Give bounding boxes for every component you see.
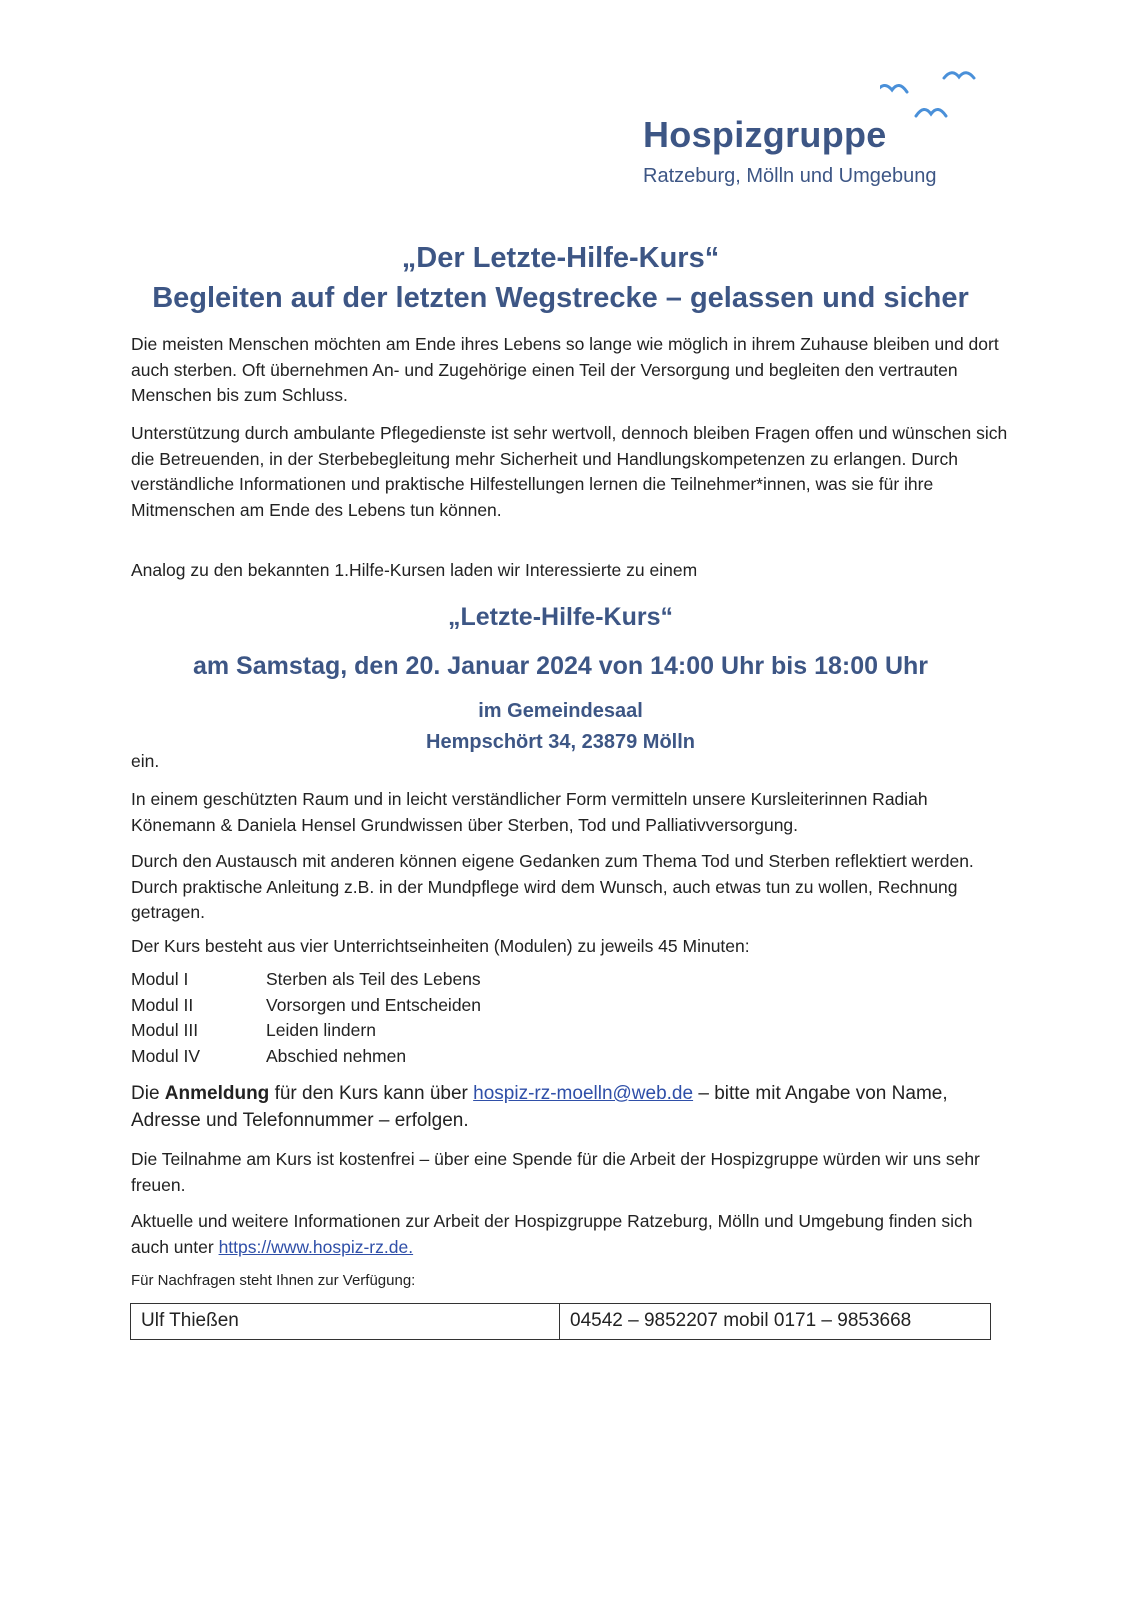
venue-heading: im Gemeindesaal — [478, 700, 643, 722]
registration-bold: Anmeldung — [164, 1083, 270, 1104]
website-link[interactable]: https://www.hospiz-rz.de. — [218, 1236, 414, 1257]
address-heading: Hempschört 34, 23879 Mölln — [426, 731, 695, 753]
info-text: Aktuelle und weitere Informationen zur Arbeit der Hospizgruppe Ratzeburg, Mölln und Umgebung finden sich auch unter — [131, 1211, 973, 1257]
support-paragraph: Unterstützung durch ambulante Pflegedienste ist sehr wertvoll, dennoch bleiben Fragen offen und wünschen sich die Betreuenden, in der Sterbebegleitung mehr Sicherheit und Handlungskompetenzen zu erlangen. Durch verständliche Informationen und praktische Hilfestellungen lernen die Teilnehmer*innen, was sie für ihre Mitmenschen am Ende des Lebens tun können. — [131, 423, 1008, 520]
contact-name: Ulf Thießen — [131, 1304, 560, 1339]
module-row — [131, 1044, 1011, 1070]
logo-subtitle: Ratzeburg, Mölln und Umgebung — [643, 165, 937, 187]
module-title: Vorsorgen und Entscheiden — [266, 994, 482, 1015]
registration-post: – bitte mit Angabe von Name, Adresse und Telefonnummer – erfolgen. — [131, 1083, 948, 1131]
course-name-heading: „Letzte-Hilfe-Kurs“ — [447, 603, 673, 631]
ein-text: ein. — [131, 751, 160, 771]
module-row — [131, 967, 1011, 993]
module-list — [131, 967, 1011, 1069]
free-paragraph: Die Teilnahme am Kurs ist kostenfrei – über eine Spende für die Arbeit der Hospizgruppe würden wir uns sehr freuen. — [131, 1149, 980, 1195]
intro-paragraph: Die meisten Menschen möchten am Ende ihres Lebens so lange wie möglich in ihrem Zuhause bleiben und dort auch sterben. Oft übernehmen An- und Zugehörige einen Teil der Versorgung und begleiten den vertrauten Menschen bis zum Schluss. — [131, 334, 999, 405]
hospice-logo — [640, 68, 1000, 198]
contact-table — [130, 1303, 991, 1340]
logo-title: Hospizgruppe — [643, 114, 887, 155]
module-title: Leiden lindern — [266, 1020, 376, 1040]
module-name: Modul IV — [131, 1045, 201, 1066]
course-quote-heading: „Der Letzte-Hilfe-Kurs“ — [401, 242, 720, 274]
analog-paragraph: Analog zu den bekannten 1.Hilfe-Kursen laden wir Interessierte zu einem — [131, 560, 698, 580]
module-row — [131, 993, 1011, 1019]
course-date-heading: am Samstag, den 20. Januar 2024 von 14:00 Uhr bis 18:00 Uhr — [192, 652, 929, 680]
module-name: Modul I — [131, 969, 189, 989]
module-title: Sterben als Teil des Lebens — [266, 969, 481, 989]
structure-paragraph: Der Kurs besteht aus vier Unterrichtseinheiten (Modulen) zu jeweils 45 Minuten: — [131, 936, 750, 956]
module-name: Modul III — [131, 1020, 199, 1040]
birds-icon — [880, 68, 990, 128]
registration-pre: Die — [131, 1083, 165, 1104]
room-paragraph: In einem geschützten Raum und in leicht verständlicher Form vermitteln unsere Kursleiterinnen Radiah Könemann & Daniela Hensel Grundwissen über Sterben, Tod und Palliativversorgung. — [131, 789, 928, 835]
module-title: Abschied nehmen — [266, 1045, 407, 1066]
module-row — [131, 1018, 1011, 1044]
info-paragraph — [131, 1209, 1011, 1260]
contact-label: Für Nachfragen steht Ihnen zur Verfügung: — [131, 1272, 416, 1289]
contact-phone: 04542 – 9852207 mobil 0171 – 9853668 — [570, 1310, 912, 1331]
module-name: Modul II — [131, 994, 194, 1015]
registration-email-link[interactable]: hospiz-rz-moelln@web.de — [473, 1083, 694, 1104]
registration-mid: für den Kurs kann über — [269, 1083, 474, 1104]
registration-paragraph — [131, 1080, 1011, 1134]
exchange-paragraph: Durch den Austausch mit anderen können eigene Gedanken zum Thema Tod und Sterben reflektiert werden. Durch praktische Anleitung z.B. in der Mundpflege wird dem Wunsch, auch etwas tun zu wollen, Rechnung getragen. — [131, 851, 974, 922]
tagline-heading: Begleiten auf der letzten Wegstrecke – gelassen und sicher — [152, 282, 969, 314]
